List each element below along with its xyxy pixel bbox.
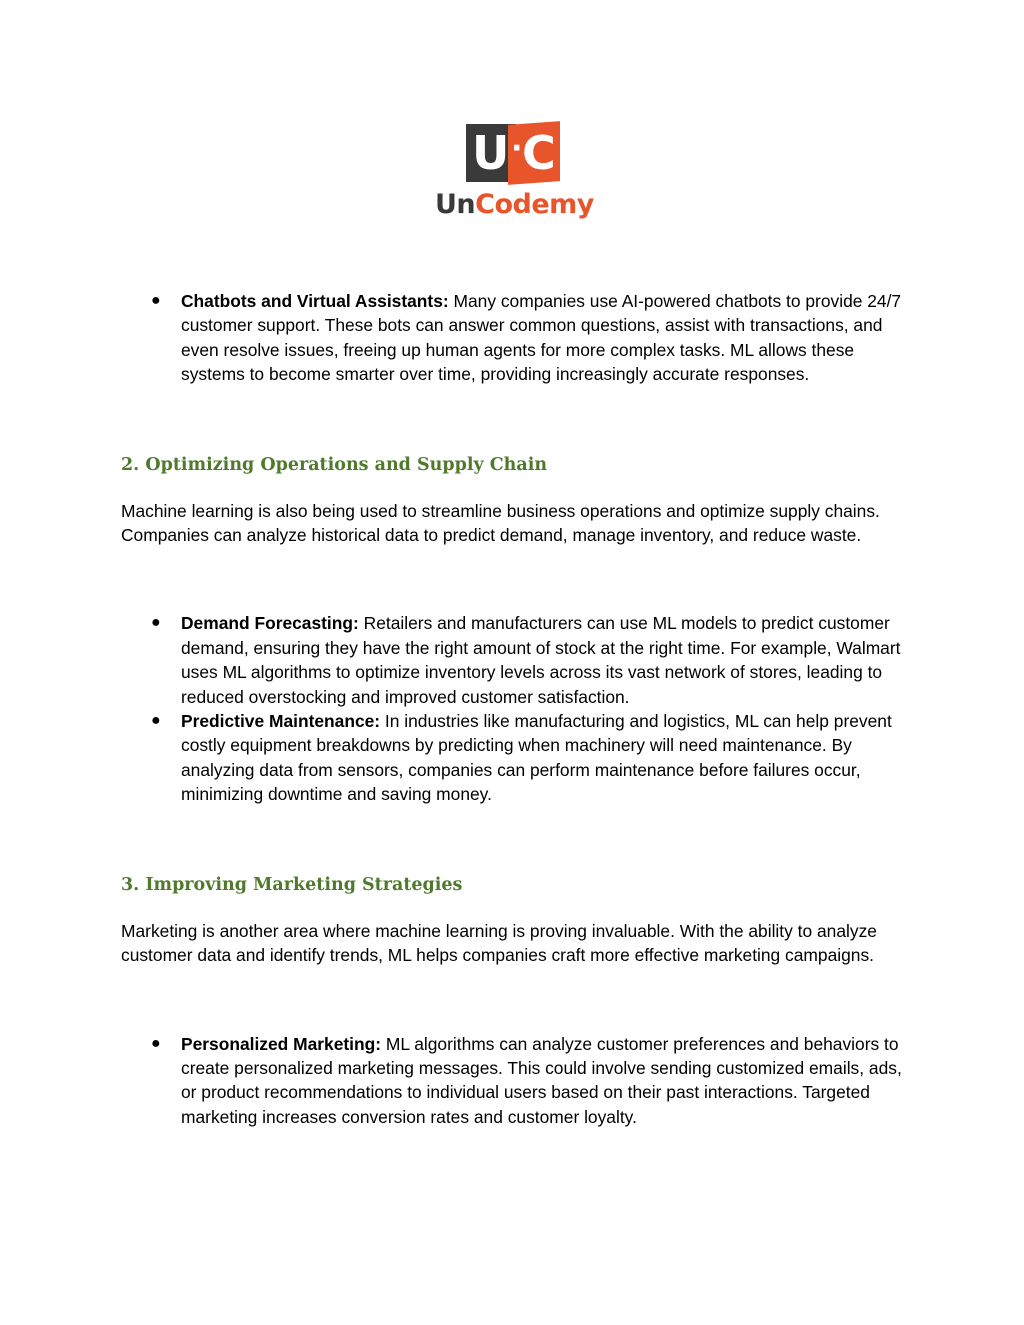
bullet-term: Chatbots and Virtual Assistants: (181, 291, 449, 311)
section1-bullet-list (121, 289, 911, 387)
section2-heading: 2. Optimizing Operations and Supply Chain (121, 454, 548, 475)
list-item (151, 1032, 911, 1130)
section2-intro: Machine learning is also being used to streamline business operations and optimize supply chains. Companies can analyze historical data to predict demand, manage inventory, and reduce waste. (121, 500, 880, 546)
logo-letter-c: C (522, 126, 556, 180)
bullet-text: In industries like manufacturing and logistics, ML can help prevent costly equipment breakdowns by predicting when machinery will need maintenance. By analyzing data from sensors, companies can perform maintenance before failures occur, minimizing downtime and saving money. (181, 711, 892, 805)
logo-letter-u: U (472, 126, 510, 180)
uncodemy-logo (430, 118, 600, 228)
bullet-text: Many companies use AI-powered chatbots to provide 24/7 customer support. These bots can answer common questions, assist with transactions, and even resolve issues, freeing up human agents for more complex tasks. ML allows these systems to become smarter over time, providing increasingly accurate responses. (181, 291, 902, 385)
list-item (151, 709, 911, 807)
bullet-icon: ● (151, 712, 161, 730)
section3-bullet-list (121, 1032, 911, 1130)
section3-intro: Marketing is another area where machine learning is proving invaluable. With the ability to analyze customer data and identify trends, ML helps companies craft more effective marketing campaigns. (121, 920, 877, 966)
bullet-icon: ● (151, 614, 161, 632)
bullet-term: Personalized Marketing: (181, 1033, 382, 1054)
bullet-text: ML algorithms can analyze customer preferences and behaviors to create personalized marketing messages. This could involve sending customized emails, ads, or product recommendations to individual users based on their past interactions. Targeted marketing increases conversion rates and customer loyalty. (181, 1033, 902, 1127)
logo-word-un: Un (435, 189, 476, 220)
bullet-icon: ● (151, 1034, 161, 1052)
list-item (151, 611, 911, 709)
logo-wordmark (435, 188, 594, 222)
logo-letter-dot: · (511, 131, 523, 166)
bullet-term: Demand Forecasting: (181, 613, 359, 634)
bullet-text: Retailers and manufacturers can use ML models to predict customer demand, ensuring they have the right amount of stock at the right time. For example, Walmart uses ML algorithms to optimize inventory levels across its vast network of stores, leading to reduced overstocking and improved customer satisfaction. (181, 613, 901, 707)
bullet-icon: ● (151, 292, 161, 309)
bullet-term: Predictive Maintenance: (181, 711, 381, 732)
document-content (121, 289, 911, 1129)
section3-heading: 3. Improving Marketing Strategies (121, 874, 463, 895)
section2-bullet-list (121, 611, 911, 806)
logo-word-codemy: Codemy (475, 189, 594, 220)
list-item (151, 289, 911, 387)
